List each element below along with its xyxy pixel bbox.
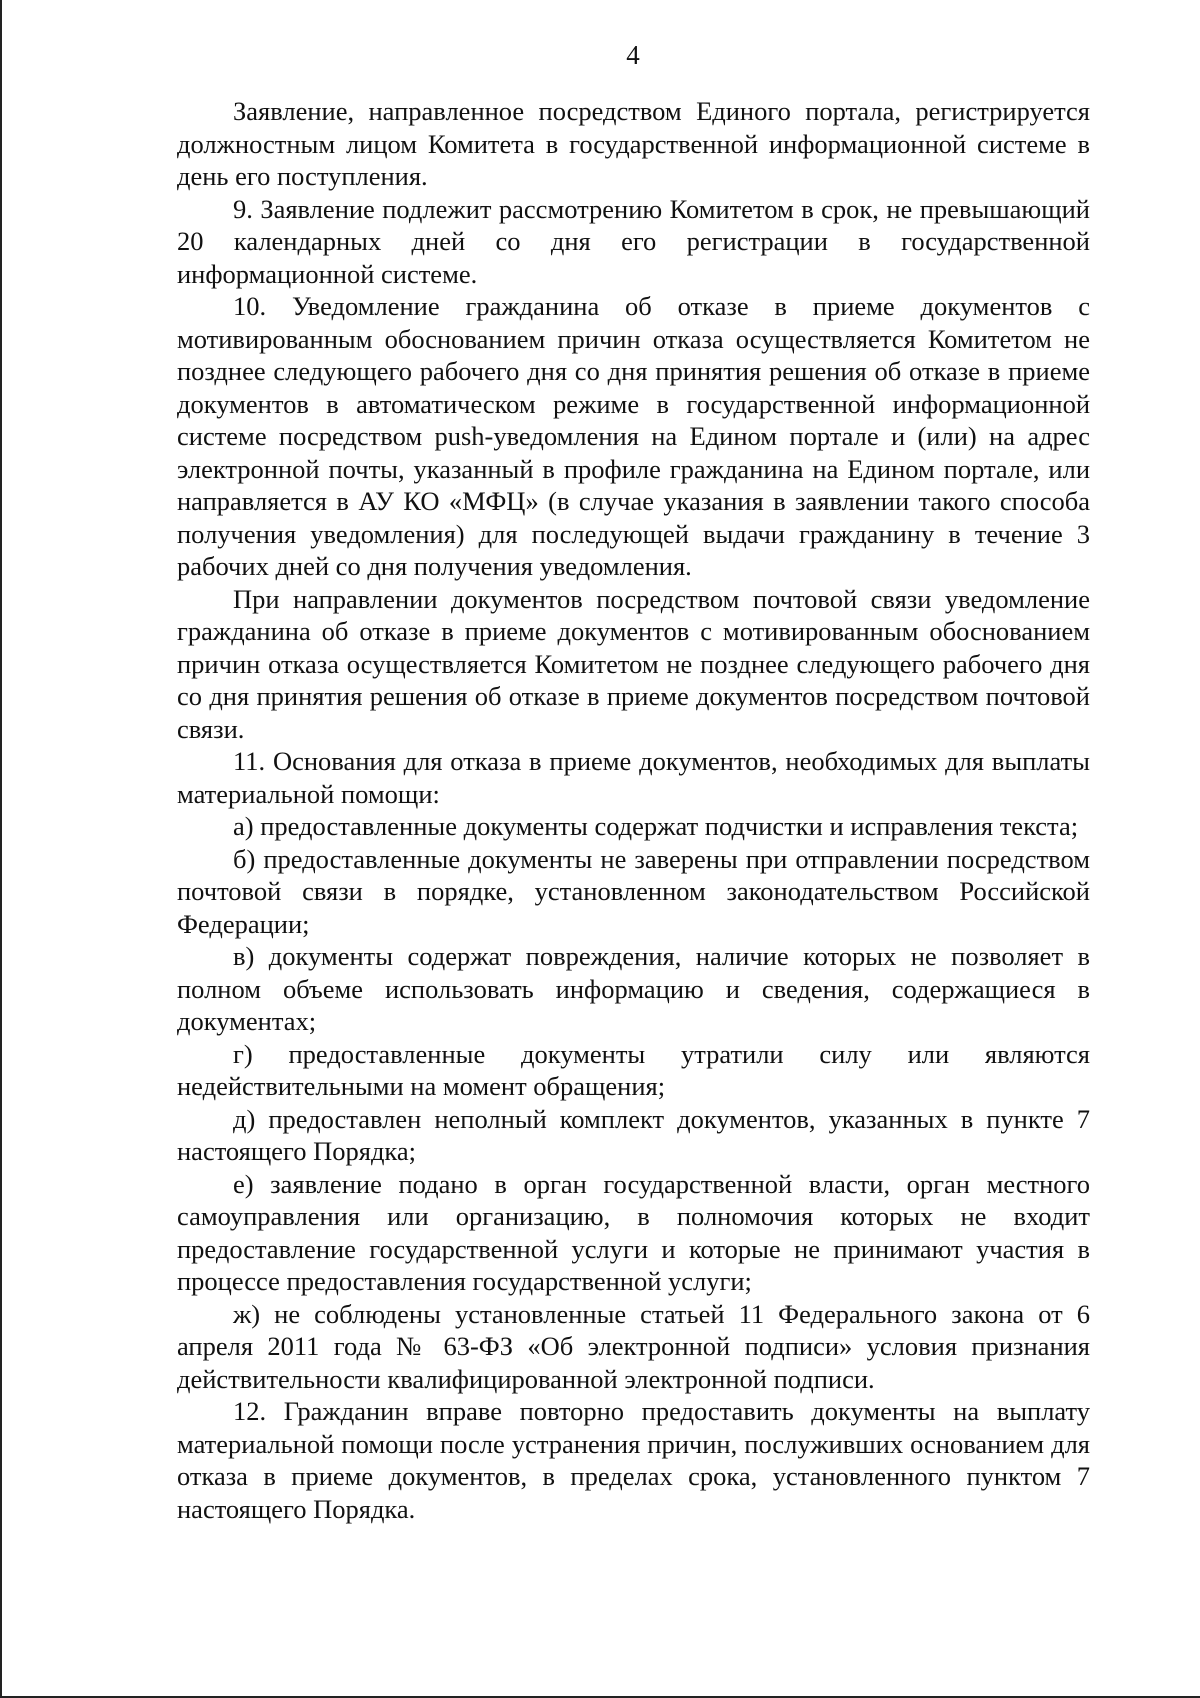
page-number: 4 — [626, 40, 640, 70]
paragraph-10: 10. Уведомление гражданина об отказе в приеме документов с мотивированным обоснованием причин отказа осуществляется Комитетом не позднее следующего рабочего дня со дня принятия решения об отказе в приеме документов в автоматическом режиме в государственной информационной системе посредством push-уведомления на Едином портале и (или) на адрес электронной почты, указанный в профиле гражданина на Едином портале, или направляется в АУ КО «МФЦ» (в случае указания в заявлении такого способа получения уведомления) для последующей выдачи гражданину в течение 3 рабочих дней со дня получения уведомления. — [177, 291, 1090, 581]
paragraph-registration: Заявление, направленное посредством Единого портала, регистрируется должностным лицом Комитета в государственной информационной системе в день его поступления. — [177, 96, 1090, 191]
paragraph-12: 12. Гражданин вправе повторно предоставить документы на выплату материальной помощи после устранения причин, послуживших основанием для отказа в приеме документов, в пределах срока, установленного пунктом 7 настоящего Порядка. — [177, 1396, 1090, 1524]
list-item-a: а) предоставленные документы содержат подчистки и исправления текста; — [233, 811, 1079, 841]
paragraph-postal-notice: При направлении документов посредством почтовой связи уведомление гражданина об отказе в приеме документов с мотивированным обоснованием причин отказа осуществляется Комитетом не позднее следующего рабочего дня со дня принятия решения об отказе в приеме документов посредством почтовой связи. — [177, 583, 1090, 744]
paragraph-11: 11. Основания для отказа в приеме документов, необходимых для выплаты материальной помощи: — [177, 746, 1090, 809]
paragraph-9: 9. Заявление подлежит рассмотрению Комитетом в срок, не превышающий 20 календарных дней со дня его регистрации в государственной информационной системе. — [177, 193, 1090, 289]
list-item-e: е) заявление подано в орган государственной власти, орган местного самоуправления или организацию, в полномочия которых не входит предоставление государственной услуги и которые не принимают участия в процессе предоставления государственной услуги; — [177, 1168, 1090, 1296]
list-item-b: б) предоставленные документы не заверены при отправлении посредством почтовой связи в порядке, установленном законодательством Российской Федерации; — [177, 843, 1090, 939]
list-item-zh: ж) не соблюдены установленные статьей 11 Федерального закона от 6 апреля 2011 года № 63-ФЗ «Об электронной подписи» условия признания действительности квалифицированной электронной подписи. — [177, 1298, 1090, 1394]
list-item-d: д) предоставлен неполный комплект документов, указанных в пункте 7 настоящего Порядка; — [177, 1103, 1090, 1166]
document-body — [177, 95, 1090, 1525]
list-item-g: г) предоставленные документы утратили силу или являются недействительными на момент обращения; — [177, 1038, 1090, 1101]
list-item-v: в) документы содержат повреждения, наличие которых не позволяет в полном объеме использовать информацию и сведения, содержащиеся в документах; — [177, 941, 1090, 1036]
